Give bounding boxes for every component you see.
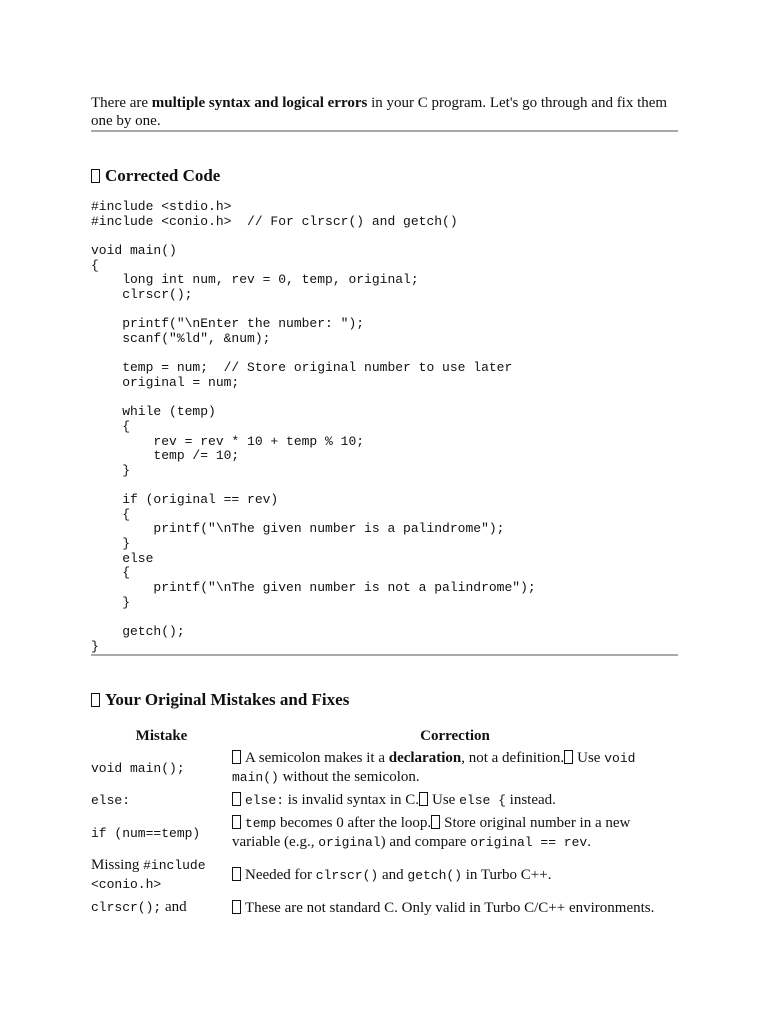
mistakes-title: Your Original Mistakes and Fixes — [105, 690, 350, 710]
mistake-code: clrscr(); — [91, 900, 162, 916]
correction-text: . — [587, 834, 591, 851]
table-row — [91, 813, 678, 855]
mistakes-table — [91, 728, 678, 920]
missing-emoji-icon — [91, 169, 100, 183]
table-header-row — [91, 728, 678, 748]
mistake-code: #include <conio.h> — [91, 858, 206, 893]
correction-code: clrscr() — [315, 867, 379, 883]
divider — [91, 654, 678, 656]
mistake-code: else: — [91, 793, 131, 809]
correction-text: , not a definition. — [461, 750, 565, 767]
correction-cell — [232, 790, 678, 813]
missing-emoji-icon — [232, 900, 241, 914]
table-row — [91, 897, 678, 920]
mistake-cell — [91, 748, 232, 790]
intro-text-start: There are — [91, 95, 152, 111]
correction-cell — [232, 897, 678, 920]
intro-paragraph — [91, 94, 678, 130]
mistake-cell — [91, 813, 232, 855]
correction-text: becomes 0 after the loop. — [276, 815, 432, 832]
divider — [91, 130, 678, 132]
correction-cell — [232, 748, 678, 790]
correction-text: ) and compare — [380, 834, 471, 851]
correction-text: A semicolon makes it a — [245, 750, 389, 767]
mistake-text: and — [161, 899, 187, 916]
correction-cell — [232, 813, 678, 855]
correction-code: else: — [245, 793, 285, 809]
missing-emoji-icon — [419, 792, 428, 806]
missing-emoji-icon — [431, 815, 440, 829]
correction-code: else { — [459, 793, 506, 809]
mistake-code: if (num==temp) — [91, 825, 201, 841]
header-correction: Correction — [420, 728, 490, 745]
correction-text: in Turbo C++. — [462, 866, 552, 883]
correction-text: is invalid syntax in C. — [284, 792, 420, 809]
missing-emoji-icon — [564, 750, 573, 764]
correction-bold: declaration — [388, 750, 462, 767]
correction-code: void main() — [232, 751, 636, 786]
header-mistake: Mistake — [135, 728, 188, 745]
table-row — [91, 790, 678, 813]
correction-text: Needed for — [245, 866, 316, 883]
table-row — [91, 855, 678, 897]
mistake-cell — [91, 855, 232, 897]
missing-emoji-icon — [232, 792, 241, 806]
missing-emoji-icon — [91, 693, 100, 707]
correction-text: Use — [432, 792, 460, 809]
mistake-text: Missing — [91, 857, 144, 874]
missing-emoji-icon — [232, 867, 241, 881]
mistake-cell — [91, 790, 232, 813]
correction-text: These are not standard C. Only valid in Turbo C/C++ environments. — [245, 899, 655, 916]
correction-text: instead. — [505, 792, 556, 809]
correction-text: Use — [577, 750, 605, 767]
correction-cell — [232, 855, 678, 897]
intro-bold-text: multiple syntax and logical errors — [151, 95, 368, 111]
corrected-code-title: Corrected Code — [105, 166, 221, 185]
correction-text: and — [378, 866, 408, 883]
mistakes-heading — [91, 690, 678, 710]
mistake-code: void main(); — [91, 760, 185, 776]
correction-code: original == rev — [470, 835, 588, 851]
intro-text-end: in your C program. Let's go through and fix them one by one. — [91, 95, 668, 129]
mistake-cell — [91, 897, 232, 920]
table-row — [91, 748, 678, 790]
correction-code: temp — [245, 816, 277, 832]
correction-text: Store original number in a new variable (e.g., — [232, 815, 631, 851]
corrected-code-heading — [91, 166, 678, 186]
code-block: #include <stdio.h> #include <conio.h> // For clrscr() and getch() void main() { long int num, rev = 0, temp, original; clrscr(); printf("\nEnter the number: "); scanf("%ld", &num); temp = num; // Store original number to use later original = num; while (temp) { rev = rev * 10 + temp % 10; temp /= 10; } if (original == rev) { printf("\nThe given number is a palindrome"); } else { printf("\nThe given number is not a palindrome"); } getch(); } — [91, 199, 536, 654]
correction-code: getch() — [407, 867, 462, 883]
missing-emoji-icon — [232, 815, 241, 829]
response-content — [91, 94, 678, 920]
correction-code: original — [318, 835, 381, 851]
correction-text: without the semicolon. — [278, 769, 420, 786]
missing-emoji-icon — [232, 750, 241, 764]
